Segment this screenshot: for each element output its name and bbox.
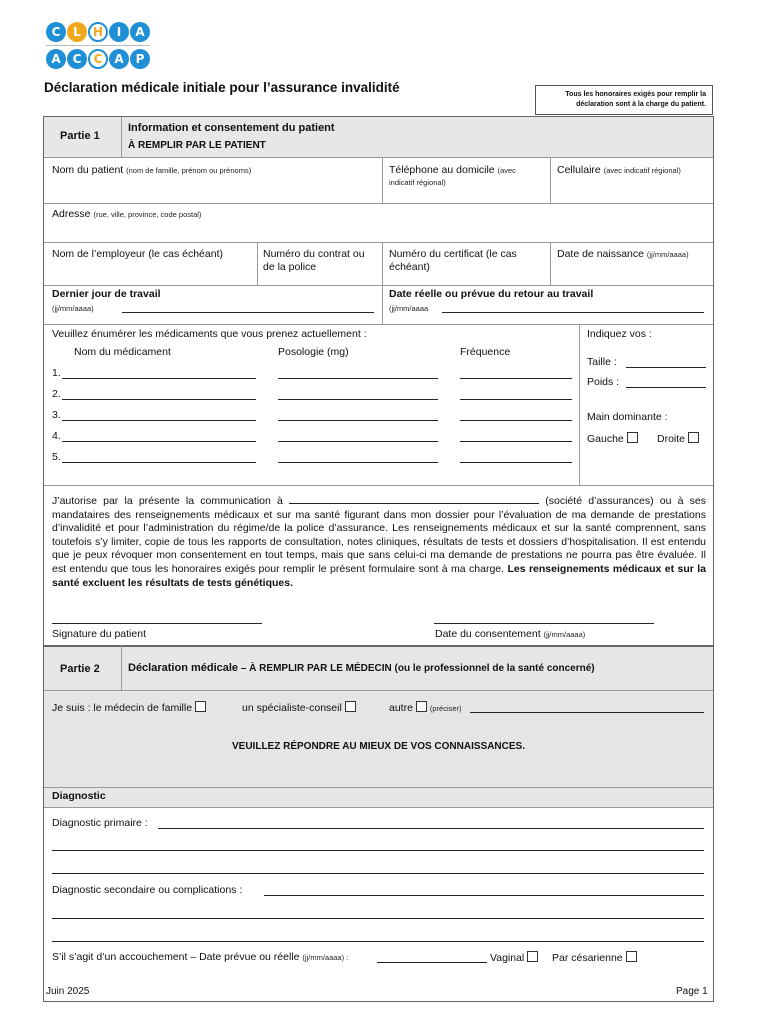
dob-field[interactable] [557,248,689,260]
part1-subtitle: À REMPLIR PAR LE PATIENT [128,140,266,151]
med-col-name: Nom du médicament [74,346,171,358]
med-row-number: 5. [52,451,61,463]
family-doctor-checkbox[interactable] [195,701,206,712]
right-hand-option[interactable] [657,432,699,445]
form-title: Déclaration médicale initiale pour l’assurance invalidité [44,80,400,95]
med-dosage-input[interactable] [278,420,438,421]
left-hand-option[interactable] [587,432,638,445]
secondary-diagnosis-label: Diagnostic secondaire ou complications : [52,884,243,896]
fees-note-line1: Tous les honoraires exigés pour remplir la [565,91,706,98]
med-dosage-input[interactable] [278,441,438,442]
vaginal-label: Vaginal [490,952,525,964]
logo-divider [46,45,150,46]
med-name-input[interactable] [62,441,256,442]
fees-note-line2: déclaration sont à la charge du patient. [576,101,706,108]
weight-label: Poids : [587,376,620,388]
med-name-input[interactable] [62,462,256,463]
med-frequency-input[interactable] [460,441,572,442]
specialist-checkbox[interactable] [345,701,356,712]
cell-hint: (avec indicatif régional) [603,166,681,175]
secondary-diagnosis-input[interactable] [264,895,704,896]
med-frequency-input[interactable] [460,420,572,421]
patient-name-field[interactable] [52,164,251,176]
part2-label: Partie 2 [60,663,100,675]
contract-label-a: Numéro du contrat ou [263,248,365,260]
right-hand-checkbox[interactable] [688,432,699,443]
cell-field[interactable] [557,164,681,176]
part1-label: Partie 1 [60,130,100,142]
med-frequency-input[interactable] [460,462,572,463]
patient-signature-label: Signature du patient [52,628,146,640]
dob-label: Date de naissance [557,248,644,260]
delivery-row [52,951,348,963]
return-date-label: Date réelle ou prévue du retour au travail [389,288,594,300]
insurer-input[interactable] [289,495,539,504]
consent-date-hint: (jj/mm/aaaa) [543,630,586,639]
footer-page: Page 1 [676,986,708,997]
last-day-label: Dernier jour de travail [52,288,161,300]
home-phone-hint-b: indicatif régional) [389,178,446,187]
address-hint: (rue, ville, province, code postal) [93,210,202,219]
consent-body: mandataires des renseignements médicaux et sur ma santé figurant dans mon dossier pour l’évaluation de ma demande de prestations d’invalidité et pour l’administration du régime/de la police d’assurance. Les renseignements médicaux et sur la santé comprennent, sans toutefois s’y limiter, copie de tous les rapports de consultation, notes cliniques, résultats de tests et dossiers d’hospitalisation. Il est entendu que je peux révoquer mon consentement en tout temps, mais que sans celui-ci ma demande de prestations ne pourra pas être évaluée. Il est entendu que tous les honoraires exigés pour remplir le présent formulaire sont à ma charge. [52,508,706,575]
logo-letter: H [88,22,108,42]
address-label: Adresse [52,208,91,220]
certificate-field[interactable] [389,248,517,274]
part2-label-cell [44,646,122,690]
part2-title [128,662,595,674]
family-doctor-option[interactable] [52,701,206,714]
left-hand-checkbox[interactable] [627,432,638,443]
med-name-input[interactable] [62,420,256,421]
home-phone-label: Téléphone au domicile [389,164,495,176]
consent-genetic-exclusion: Les renseignements médicaux et sur la santé excluent les résultats de tests génétiques. [52,562,706,589]
logo-letter: L [67,22,87,42]
part2-frame [43,646,714,1002]
cesarean-option[interactable] [552,951,637,964]
med-name-input[interactable] [62,399,256,400]
weight-input[interactable] [626,387,706,388]
consent-date-input[interactable] [434,623,654,624]
employer-field[interactable]: Nom de l’employeur (le cas échéant) [52,248,223,260]
clhia-accap-logo [46,20,156,72]
primary-diagnosis-line-3[interactable] [52,873,704,874]
home-phone-field[interactable] [389,164,549,188]
consent-date-label: Date du consentement [435,628,541,640]
patient-name-label: Nom du patient [52,164,124,176]
fees-note [535,85,713,115]
consent-insurer-suffix: (société d’assurances) ou à ses [545,495,706,507]
consent-text [52,495,706,590]
answer-instruction: VEUILLEZ RÉPONDRE AU MIEUX DE VOS CONNAISSANCES. [232,741,525,752]
secondary-diagnosis-line-2[interactable] [52,918,704,919]
last-day-hint: (jj/mm/aaaa) [52,304,94,313]
last-day-input[interactable] [122,312,374,313]
logo-letter: P [130,49,150,69]
logo-letter: A [109,49,129,69]
contract-field[interactable] [263,248,365,274]
primary-diagnosis-label: Diagnostic primaire : [52,817,148,829]
logo-letter: I [109,22,129,42]
right-hand-label: Droite [657,433,686,445]
vaginal-option[interactable] [490,951,538,964]
address-field[interactable] [52,208,201,220]
med-dosage-input[interactable] [278,462,438,463]
med-dosage-input[interactable] [278,378,438,379]
certificate-label-b: échéant) [389,261,430,273]
part1-title: Information et consentement du patient [128,122,335,134]
cesarean-checkbox[interactable] [626,951,637,962]
other-option[interactable] [389,701,462,714]
logo-letter: A [46,49,66,69]
secondary-diagnosis-line-3[interactable] [52,941,704,942]
diagnostic-title: Diagnostic [52,790,106,802]
part2-title-main: Déclaration médicale [128,662,239,674]
vaginal-checkbox[interactable] [527,951,538,962]
dominant-hand-label: Main dominante : [587,411,668,423]
part1-label-cell [44,117,122,157]
home-phone-hint-a: (avec [497,166,516,175]
primary-diagnosis-line-2[interactable] [52,850,704,851]
consent-first-line [52,495,706,590]
logo-letter: A [130,22,150,42]
other-checkbox[interactable] [416,701,427,712]
med-frequency-input[interactable] [460,378,572,379]
logo-letter: C [46,22,66,42]
med-col-frequency: Fréquence [460,346,511,358]
family-doctor-label: Je suis : le médecin de famille [52,702,193,714]
height-label: Taille : [587,356,617,368]
return-date-input[interactable] [442,312,704,313]
specialist-label: un spécialiste-conseil [242,702,342,714]
patient-signature-input[interactable] [52,623,262,624]
med-row-number: 3. [52,409,61,421]
specialist-option[interactable] [242,701,356,714]
cesarean-label: Par césarienne [552,952,623,964]
indicate-label: Indiquez vos : [587,328,652,340]
consent-date-label-wrap [435,628,585,640]
med-row-number: 1. [52,367,61,379]
primary-diagnosis-input[interactable] [158,828,704,829]
contract-label-b: de la police [263,261,317,273]
height-input[interactable] [626,367,706,368]
med-name-input[interactable] [62,378,256,379]
cell-label: Cellulaire [557,164,601,176]
other-specify-input[interactable] [470,712,704,713]
other-label: autre [389,702,413,714]
med-frequency-input[interactable] [460,399,572,400]
med-dosage-input[interactable] [278,399,438,400]
med-col-dosage: Posologie (mg) [278,346,349,358]
delivery-date-input[interactable] [377,962,487,963]
return-date-hint: (jj/mm/aaaa [389,304,429,313]
dob-hint: (jj/mm/aaaa) [646,250,689,259]
part1-frame [43,116,714,646]
part2-title-rest: – À REMPLIR PAR LE MÉDECIN (ou le professionnel de la santé concerné) [238,663,595,674]
delivery-hint: (jj/mm/aaaa) : [302,953,349,962]
consent-intro: J’autorise par la présente la communication à [52,495,283,507]
patient-name-hint: (nom de famille, prénom ou prénoms) [126,166,252,175]
certificate-label-a: Numéro du certificat (le cas [389,248,517,260]
diagnostic-header [44,788,713,807]
footer-date: Juin 2025 [46,986,90,997]
med-row-number: 2. [52,388,61,400]
logo-letter: C [67,49,87,69]
med-row-number: 4. [52,430,61,442]
delivery-label: S’il s’agit d’un accouchement – Date prévue ou réelle [52,951,300,963]
left-hand-label: Gauche [587,433,624,445]
logo-letter: C [88,49,108,69]
other-hint: (préciser) [429,704,462,713]
meds-intro: Veuillez énumérer les médicaments que vous prenez actuellement : [52,328,367,340]
